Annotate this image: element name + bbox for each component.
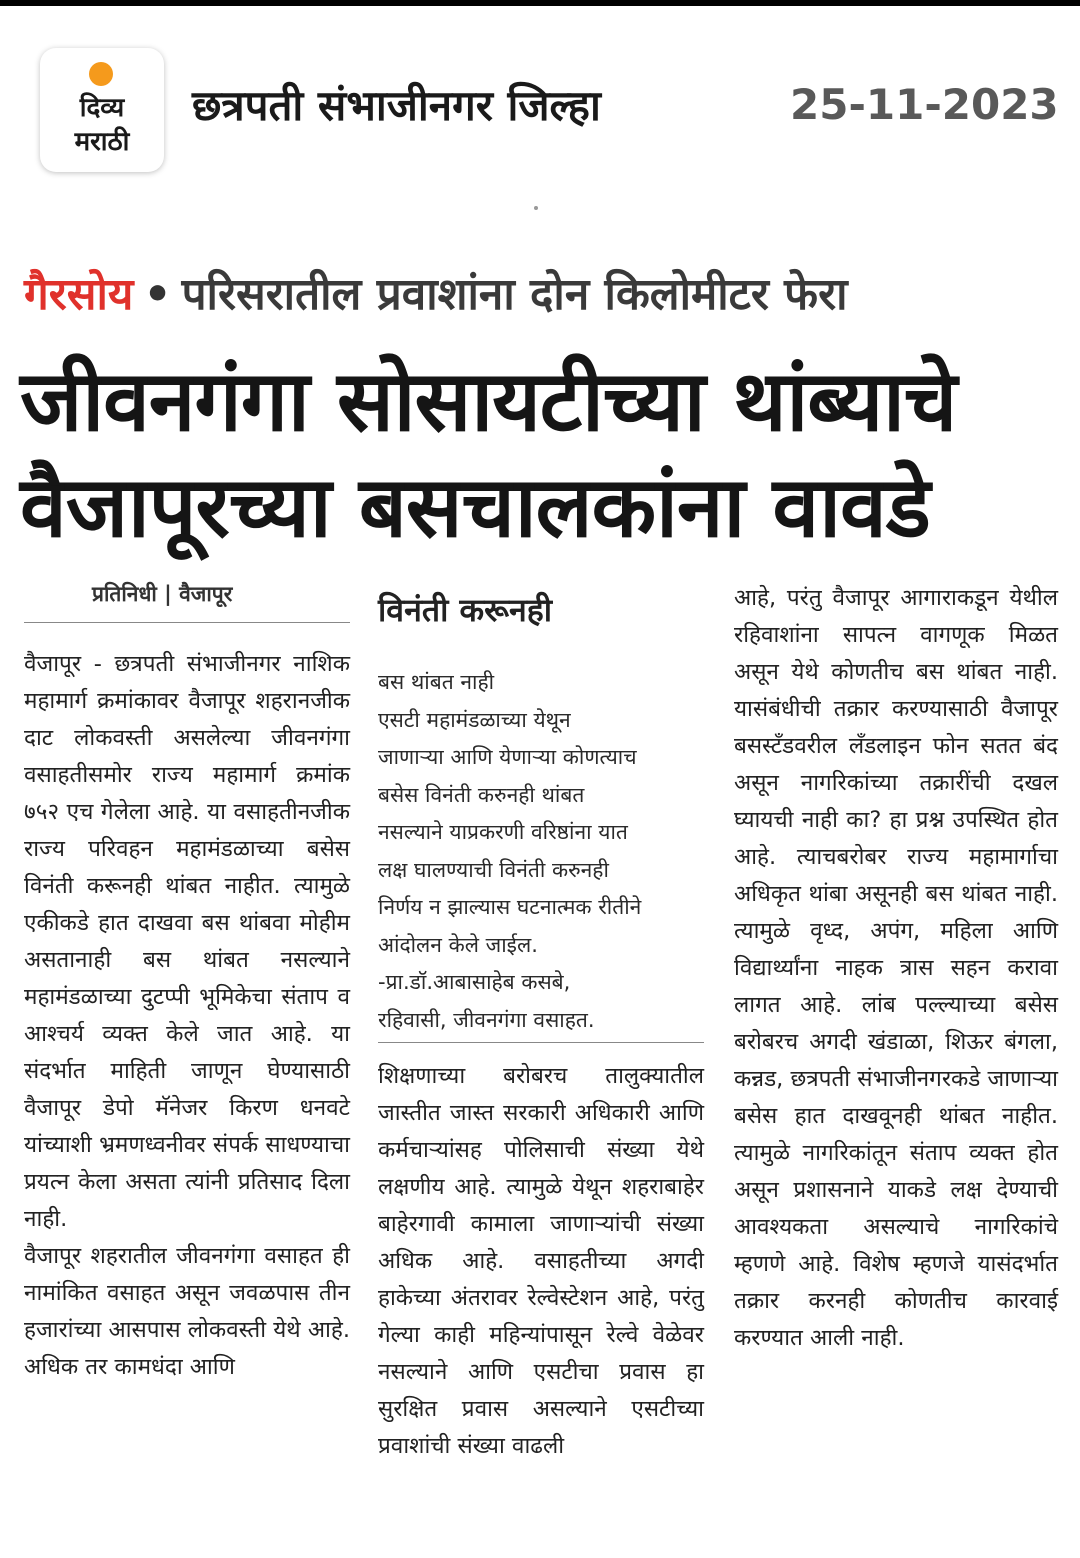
headline-line-1: जीवनगंगा सोसायटीच्या थांब्याचे <box>20 352 957 450</box>
article-column-2 <box>378 1058 704 1465</box>
edition-date: 25-11-2023 <box>790 80 1059 129</box>
quote-line: नसल्याने याप्रकरणी वरिष्ठांना यात <box>378 820 628 844</box>
divider-dot <box>534 206 538 210</box>
quote-subheading: विनंती करूनही <box>378 591 552 629</box>
headline-line-2: वैजापूरच्या बसचालकांना वावडे <box>20 458 930 556</box>
quote-line: जाणाऱ्या आणि येणाऱ्या कोणत्याच <box>378 745 637 769</box>
byline-rule <box>24 622 350 623</box>
quote-line: निर्णय न झाल्यास घटनात्मक रीतीने <box>378 895 642 919</box>
quote-attribution: -प्रा.डॉ.आबासाहेब कसबे, <box>378 970 571 994</box>
edition-region: छत्रपती संभाजीनगर जिल्हा <box>192 81 601 130</box>
article-kicker <box>24 262 847 322</box>
column1-paragraph-2: वैजापूर शहरातील जीवनगंगा वसाहत ही नामांकित वसाहत असून जवळपास तीन हजारांच्या आसपास लोकवस्ती येथे आहे. अधिक तर कामधंदा आणि <box>24 1243 350 1380</box>
column1-paragraph-1: वैजापूर - छत्रपती संभाजीनगर नाशिक महामार्ग क्रमांकावर वैजापूर शहरानजीक दाट लोकवस्ती असलेल्या जीवनगंगा वसाहतीसमोर राज्य महामार्ग क्रमांक ७५२ एच गेलेला आहे. या वसाहतीनजीक राज्य परिवहन महामंडळाच्या बसेस विनंती करूनही थांबत नाहीत. त्यामुळे एकीकडे हात दाखवा बस थांबवा मोहीम असतानाही बस थांबत नसल्याने महामंडळाच्या दुटप्पी भूमिकेचा संताप व आश्चर्य व्यक्त केले जात आहे. या संदर्भात माहिती जाणून घेण्यासाठी वैजापूर डेपो मॅनेजर किरण धनवटे यांच्याशी भ्रमणध्वनीवर संपर्क साधण्याचा प्रयत्न केला असता त्यांनी प्रतिसाद दिला नाही. <box>24 651 350 1232</box>
article-byline: प्रतिनिधी | वैजापूर <box>92 582 233 606</box>
quote-line: आंदोलन केले जाईल. <box>378 932 538 957</box>
quote-attribution: रहिवासी, जीवनगंगा वसाहत. <box>378 1007 595 1032</box>
logo-sun-icon <box>89 62 113 86</box>
quote-line: बसेस विनंती करुनही थांबत <box>378 782 585 807</box>
kicker-tag: गैरसोय <box>24 269 134 320</box>
article-column-1 <box>24 646 350 1386</box>
logo-text-line2: मराठी <box>74 127 130 157</box>
article-headline <box>20 348 1070 560</box>
column2-paragraph: शिक्षणाच्या बरोबरच तालुक्यातील जास्तीत जास्त सरकारी अधिकारी आणि कर्मचाऱ्यांसह पोलिसाची संख्या येथे लक्षणीय आहे. त्यामुळे येथून शहराबाहेर बाहेरगावी कामाला जाणाऱ्यांची संख्या अधिक आहे. वसाहतीच्या अगदी हाकेच्या अंतरावर रेल्वेस्टेशन आहे, परंतु गेल्या काही महिन्यांपासून रेल्वे वेळेवर नसल्याने आणि एसटीचा प्रवास हा सुरक्षित प्रवास असल्याने एसटीच्या प्रवाशांची संख्या वाढली <box>378 1063 704 1459</box>
quote-line: बस थांबत नाही <box>378 670 495 694</box>
kicker-separator: • <box>143 269 172 320</box>
column3-paragraph: आहे, परंतु वैजापूर आगाराकडून येथील रहिवाशांना सापत्न वागणूक मिळत असून येथे कोणतीच बस थांबत नाही. यासंबंधीची तक्रार करण्यासाठी वैजापूर बसस्टँडवरील लँडलाइन फोन सतत बंद असून नागरिकांच्या तक्रारींची दखल घ्यायची नाही का? हा प्रश्न उपस्थित होत आहे. त्याचबरोबर राज्य महामार्गाचा अधिकृत थांबा असूनही बस थांबत नाही. त्यामुळे वृध्द, अपंग, महिला आणि विद्यार्थ्यांना नाहक त्रास सहन करावा लागत आहे. लांब पल्ल्याच्या बसेस बरोबरच अगदी खंडाळा, शिऊर बंगला, कन्नड, छत्रपती संभाजीनगरकडे जाणाऱ्या बसेस हात दाखवूनही थांबत नाहीत. त्यामुळे नागरिकांतून संताप व्यक्त होत असून प्रशासनाने याकडे लक्ष देण्याची आवश्यकता असल्याचे नागरिकांचे म्हणणे आहे. विशेष म्हणजे यासंदर्भात तक्रार करनही कोणतीच कारवाई करण्यात आली नाही. <box>734 585 1058 1351</box>
quote-line: लक्ष घालण्याची विनंती करुनही <box>378 857 609 882</box>
divya-marathi-logo[interactable] <box>40 48 164 172</box>
logo-text-line1: दिव्य <box>79 93 125 123</box>
post-header <box>0 6 1080 186</box>
quote-line: एसटी महामंडळाच्या येथून <box>378 707 571 732</box>
kicker-text: परिसरातील प्रवाशांना दोन किलोमीटर फेरा <box>181 269 848 320</box>
pull-quote-box <box>378 664 698 1039</box>
article-column-3 <box>734 580 1058 1357</box>
quote-rule <box>378 1042 704 1043</box>
